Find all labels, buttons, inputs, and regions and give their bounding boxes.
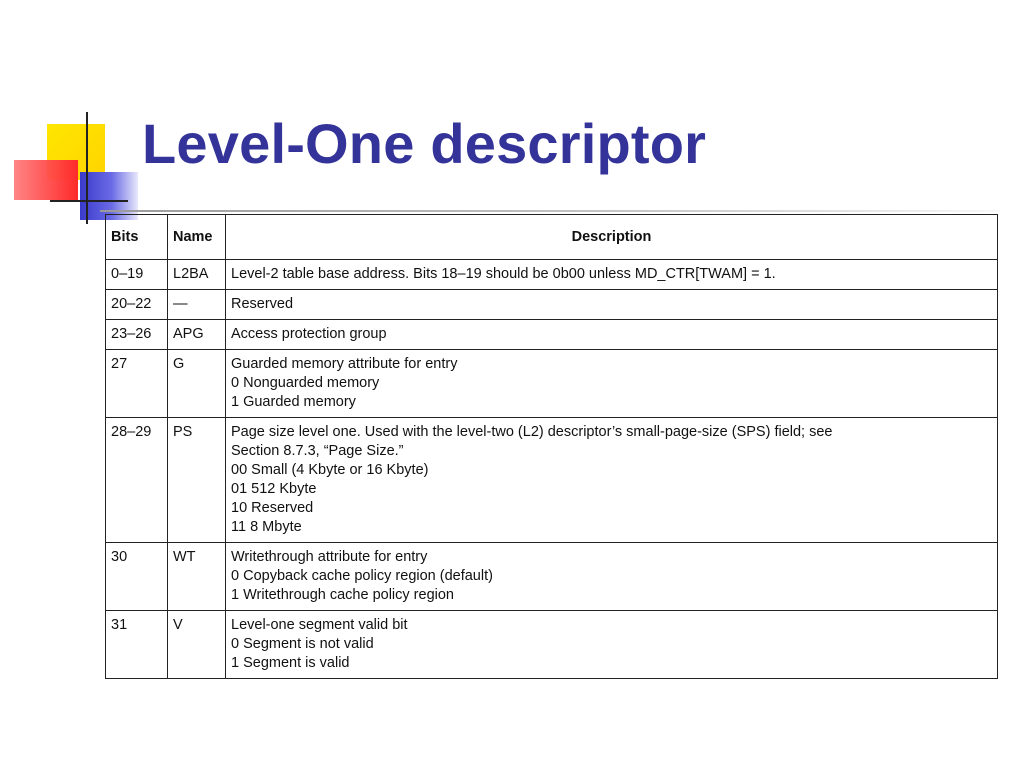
row-description: Writethrough attribute for entry 0 Copyback cache policy region (default) 1 Writethrough cache policy region [226, 543, 998, 611]
row-bits: 28–29 [106, 418, 168, 543]
row-description: Level-one segment valid bit 0 Segment is not valid 1 Segment is valid [226, 611, 998, 679]
row-name: APG [168, 320, 226, 350]
table-header-row [106, 215, 998, 260]
table-row [106, 611, 998, 679]
table-row [106, 290, 998, 320]
title-divider [100, 210, 1000, 212]
logo-blue-square [80, 172, 138, 220]
row-name: PS [168, 418, 226, 543]
logo-horizontal-line [50, 200, 128, 202]
row-bits: 23–26 [106, 320, 168, 350]
row-bits: 20–22 [106, 290, 168, 320]
column-header-name: Name [168, 215, 226, 260]
descriptor-table [105, 214, 998, 679]
slide-title: Level-One descriptor [142, 112, 707, 175]
row-name: WT [168, 543, 226, 611]
row-name: G [168, 350, 226, 418]
table-row [106, 418, 998, 543]
row-bits: 31 [106, 611, 168, 679]
row-bits: 0–19 [106, 260, 168, 290]
column-header-bits: Bits [106, 215, 168, 260]
row-description: Access protection group [226, 320, 998, 350]
logo-vertical-line [86, 112, 88, 224]
table-row [106, 350, 998, 418]
row-description: Reserved [226, 290, 998, 320]
table-row [106, 543, 998, 611]
row-bits: 27 [106, 350, 168, 418]
row-name: V [168, 611, 226, 679]
row-description: Level-2 table base address. Bits 18–19 should be 0b00 unless MD_CTR[TWAM] = 1. [226, 260, 998, 290]
row-name: L2BA [168, 260, 226, 290]
column-header-description: Description [226, 215, 998, 260]
logo-red-square [14, 160, 78, 200]
row-bits: 30 [106, 543, 168, 611]
row-name: — [168, 290, 226, 320]
table-row [106, 260, 998, 290]
row-description: Guarded memory attribute for entry 0 Nonguarded memory 1 Guarded memory [226, 350, 998, 418]
slide-logo-decoration [0, 0, 140, 240]
table-row [106, 320, 998, 350]
row-description: Page size level one. Used with the level-two (L2) descriptor’s small-page-size (SPS) field; see Section 8.7.3, “Page Size.” 00 Small (4 Kbyte or 16 Kbyte) 01 512 Kbyte 10 Reserved 11 8 Mbyte [226, 418, 998, 543]
